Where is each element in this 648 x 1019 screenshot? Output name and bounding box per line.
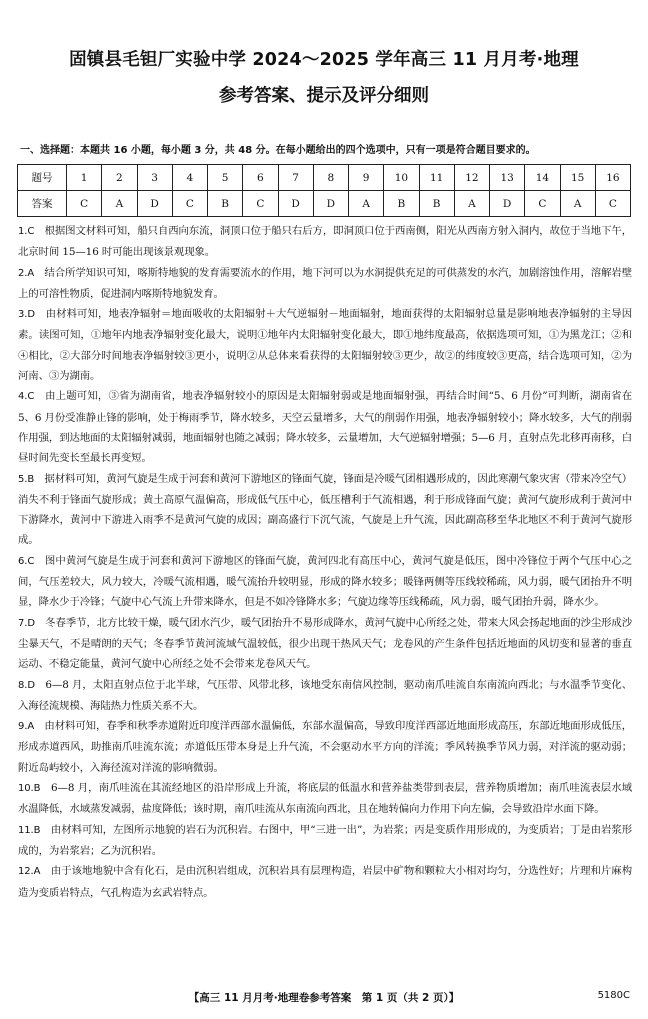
question-number-cell: 13 bbox=[490, 165, 525, 191]
explanation-item bbox=[18, 716, 632, 778]
explanation-text: 6—8 月，太阳直射点位于北半球，气压带、风带北移，该地受东南信风控制，驱动南爪哇流自东南流向西北；与水温季节变化、入海径流规模、海陆热力性质关系不大。 bbox=[18, 678, 632, 712]
section-heading: 一、选择题：本题共 16 小题，每小题 3 分，共 48 分。在每小题给出的四个选项中，只有一项是符合题目要求的。 bbox=[20, 145, 536, 156]
explanation-answer-key: 2.A bbox=[18, 267, 35, 279]
answer-table-number-row bbox=[18, 165, 631, 191]
explanation-answer-key: 6.C bbox=[18, 555, 35, 567]
number-row-label: 题号 bbox=[18, 165, 67, 191]
question-number-cell: 9 bbox=[349, 165, 384, 191]
answer-cell: C bbox=[243, 191, 278, 217]
answer-cell: D bbox=[278, 191, 313, 217]
question-number-cell: 3 bbox=[137, 165, 172, 191]
explanation-text: 由材料可知，左图所示地貌的岩石为沉积岩。右图中，甲“三进一出”，为岩浆；丙是变质作用形成的，为变质岩；丁是由岩浆形成的，为岩浆岩；乙为沉积岩。 bbox=[18, 823, 632, 857]
explanation-answer-key: 1.C bbox=[18, 226, 35, 237]
question-number-cell: 16 bbox=[595, 165, 630, 191]
answer-cell: B bbox=[384, 191, 419, 217]
explanation-text: 由上题可知，③省为湖南省，地表净辐射较小的原因是太阳辐射弱或是地面辐射强，再结合时间“5、6 月份”可判断，湖南省在 5、6 月份受准静止锋的影响，处于梅雨季节，降水较多，天空云量增多，大气的削弱作用强，地表净辐射较小；降水较多，大气的削弱作用强，到达地面的太阳辐射减弱，地面辐射也随之减弱；降水较多，云量增加，大气逆辐射增强；5—6 月，直射点先北移再南移，白昼时间先变长至最长再变短。 bbox=[18, 390, 633, 465]
explanation-item bbox=[18, 820, 632, 862]
explanation-item bbox=[18, 304, 632, 386]
answer-cell: A bbox=[560, 191, 595, 217]
explanation-answer-key: 12.A bbox=[18, 866, 41, 878]
explanation-item bbox=[18, 675, 632, 717]
answer-table-answer-row bbox=[18, 191, 631, 217]
answer-cell: A bbox=[102, 191, 137, 217]
question-number-cell: 8 bbox=[313, 165, 348, 191]
explanation-text: 由材料可知，春季和秋季赤道附近印度洋西部水温偏低，东部水温偏高，导致印度洋西部近地面形成高压，东部近地面形成低压，形成赤道西风，助推南爪哇流东流；赤道低压带本身是上升气流，不会驱动水平方向的洋流；季风转换季节风力弱，对洋流的驱动弱；附近岛屿较小，入海径流对洋流的影响微弱。 bbox=[18, 720, 632, 774]
answer-row-label: 答案 bbox=[18, 191, 67, 217]
question-number-cell: 14 bbox=[525, 165, 560, 191]
explanations-list bbox=[18, 221, 632, 903]
answer-cell: B bbox=[419, 191, 454, 217]
answer-cell: A bbox=[349, 191, 384, 217]
explanation-item bbox=[18, 469, 632, 551]
explanation-text: 据材料可知，黄河气旋是生成于河套和黄河下游地区的锋面气旋，锋面是冷暖气团相遇形成的，因此寒潮气象灾害（带来冷空气）消失不利于锋面气旋形成；黄土高原气温偏高，形成低气压中心，低压槽利于气流相遇，利于形成锋面气旋；黄河气旋形成利于黄河中下游降水，黄河中下游进入雨季不是黄河气旋的成因；副高盛行下沉气流，气旋是上升气流，因此副高移至华北地区不利于黄河气旋形成。 bbox=[18, 472, 632, 547]
answer-cell: D bbox=[490, 191, 525, 217]
explanation-answer-key: 9.A bbox=[18, 721, 35, 733]
question-number-cell: 10 bbox=[384, 165, 419, 191]
question-number-cell: 2 bbox=[102, 165, 137, 191]
answer-cell: D bbox=[137, 191, 172, 217]
explanation-answer-key: 5.B bbox=[18, 473, 35, 485]
explanation-text: 结合所学知识可知，喀斯特地貌的发育需要流水的作用，地下河可以为水洞提供充足的可供蒸发的水汽，加剧溶蚀作用，溶解岩壁上的可溶性物质，促进洞内喀斯特地貌发育。 bbox=[18, 266, 632, 300]
answer-cell: C bbox=[595, 191, 630, 217]
explanation-item bbox=[18, 263, 632, 305]
answer-cell: D bbox=[313, 191, 348, 217]
answer-cell: C bbox=[67, 191, 102, 217]
question-number-cell: 1 bbox=[67, 165, 102, 191]
document-title: 固镇县毛钽厂实验中学 2024～2025 学年高三 11 月月考·地理 bbox=[69, 50, 579, 70]
explanation-text: 由材料可知，地表净辐射＝地面吸收的太阳辐射＋大气逆辐射－地面辐射，地面获得的太阳辐射总量是影响地表净辐射的主导因素。读图可知，①地年内地表净辐射变化最大，说明①地年内太阳辐射变化最大，即①地纬度最高，依据选项可知，①为黑龙江；②和④相比，②大部分时间地表净辐射较③更小，说明②从总体来看获得的太阳辐射较③更少，故②的纬度较③更高，结合选项可知，②为河南、③为湖南。 bbox=[18, 308, 632, 383]
explanation-answer-key: 8.D bbox=[18, 679, 35, 691]
explanation-text: 6—8 月，南爪哇流在其流经地区的沿岸形成上升流，将底层的低温水和营养盐类带到表层，营养物质增加；南爪哇流表层水域水温降低，水域蒸发减弱，盐度降低；该时期，南爪哇流从东南流向西北，且在地转偏向力作用下向左偏，会导致沿岸水面下降。 bbox=[18, 782, 632, 816]
paper-code: 5180C bbox=[597, 990, 630, 1001]
question-number-cell: 15 bbox=[560, 165, 595, 191]
answer-table bbox=[17, 164, 631, 217]
page-footer: 【高三 11 月月考·地理卷参考答案 第 1 页（共 2 页）】 bbox=[188, 992, 460, 1004]
explanation-answer-key: 11.B bbox=[18, 824, 41, 836]
explanation-text: 由于该地地貌中含有化石，是由沉积岩组成，沉积岩具有层理构造，岩层中矿物和颗粒大小相对均匀，分选性好；片理和片麻构造为变质岩特点，气孔构造为玄武岩特点。 bbox=[18, 865, 632, 899]
explanation-item bbox=[18, 551, 632, 613]
explanation-text: 图中黄河气旋是生成于河套和黄河下游地区的锋面气旋，黄河四北有高压中心，黄河气旋是低压，图中冷锋位于两个气压中心之间，气压差较大，风力较大，冷暖气流相遇，暖气流抬升较明显，形成的降水较多；暖锋两侧等压线较稀疏，风力弱，暖气团抬升不明显，降水少于冷锋；气旋中心气流上升带来降水，但是不如冷锋降水多；气旋边缘等压线稀疏，风力弱，暖气团抬升弱，降水少。 bbox=[18, 554, 632, 609]
question-number-cell: 7 bbox=[278, 165, 313, 191]
explanation-answer-key: 3.D bbox=[18, 309, 35, 321]
explanation-item bbox=[18, 386, 632, 468]
answer-cell: B bbox=[208, 191, 243, 217]
question-number-cell: 4 bbox=[172, 165, 207, 191]
document-subtitle: 参考答案、提示及评分细则 bbox=[219, 86, 429, 106]
explanation-text: 冬春季节，北方比较干燥，暖气团水汽少，暖气团抬升不易形成降水，黄河气旋中心所经之处，带来大风会扬起地面的沙尘形成沙尘暴天气，不是晴朗的天气；冬春季节黄河流域气温较低，很少出现干热风天气；龙卷风的产生条件包括近地面的风切变和显著的垂直运动、不稳定能量，黄河气旋中心所经之处不会带来龙卷风天气。 bbox=[18, 616, 633, 671]
explanation-item bbox=[18, 613, 632, 675]
explanation-item bbox=[18, 861, 632, 903]
question-number-cell: 12 bbox=[454, 165, 489, 191]
explanation-item bbox=[18, 778, 632, 820]
explanation-item bbox=[18, 221, 632, 263]
question-number-cell: 6 bbox=[243, 165, 278, 191]
explanation-answer-key: 4.C bbox=[18, 391, 35, 403]
explanation-answer-key: 7.D bbox=[18, 617, 35, 629]
answer-cell: C bbox=[525, 191, 560, 217]
explanation-text: 根据图文材料可知，船只自西向东流，洞顶口位于船只右后方，即洞顶口位于西南侧，阳光从西南方射入洞内，故位于当地下午，北京时间 15—16 时可能出现该景观现象。 bbox=[18, 225, 632, 259]
question-number-cell: 5 bbox=[208, 165, 243, 191]
answer-cell: A bbox=[454, 191, 489, 217]
question-number-cell: 11 bbox=[419, 165, 454, 191]
answer-cell: C bbox=[172, 191, 207, 217]
explanation-answer-key: 10.B bbox=[18, 783, 41, 795]
